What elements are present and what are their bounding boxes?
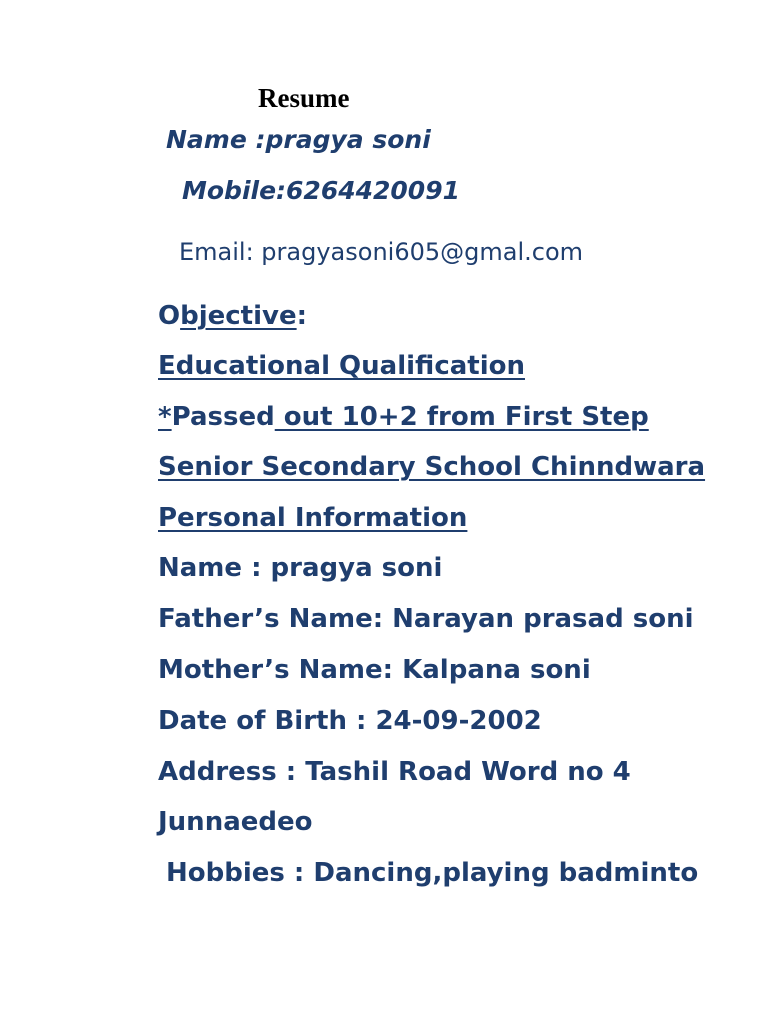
- objective-first-letter: O: [158, 301, 181, 331]
- personal-father-name: Father’s Name: Narayan prasad soni: [158, 604, 694, 634]
- education-line-1: [158, 397, 649, 437]
- personal-date-of-birth: Date of Birth : 24-09-2002: [158, 706, 542, 736]
- contact-mobile: Mobile:6264420091: [182, 176, 460, 205]
- education-heading: Educational Qualification: [158, 351, 525, 381]
- objective-underlined: bjective: [180, 301, 297, 331]
- education-passed: Passed: [171, 402, 275, 432]
- education-line-2: Senior Secondary School Chinndwara: [158, 452, 706, 482]
- personal-address-line-1: Address : Tashil Road Word no 4: [158, 757, 631, 787]
- personal-hobbies: Hobbies : Dancing,playing badminto: [166, 858, 699, 888]
- objective-colon: :: [296, 301, 308, 331]
- personal-name: Name : pragya soni: [158, 553, 443, 583]
- contact-name: Name :pragya soni: [166, 125, 431, 154]
- education-star: *: [158, 402, 172, 432]
- resume-title: Resume: [258, 83, 350, 113]
- personal-info-heading: Personal Information: [158, 503, 468, 533]
- education-detail: out 10+2 from First Step: [274, 402, 649, 432]
- contact-email: Email: pragyasoni605@gmal.com: [179, 238, 584, 266]
- personal-mother-name: Mother’s Name: Kalpana soni: [158, 655, 591, 685]
- personal-address-line-2: Junnaedeo: [158, 807, 313, 837]
- objective-heading: [158, 296, 307, 336]
